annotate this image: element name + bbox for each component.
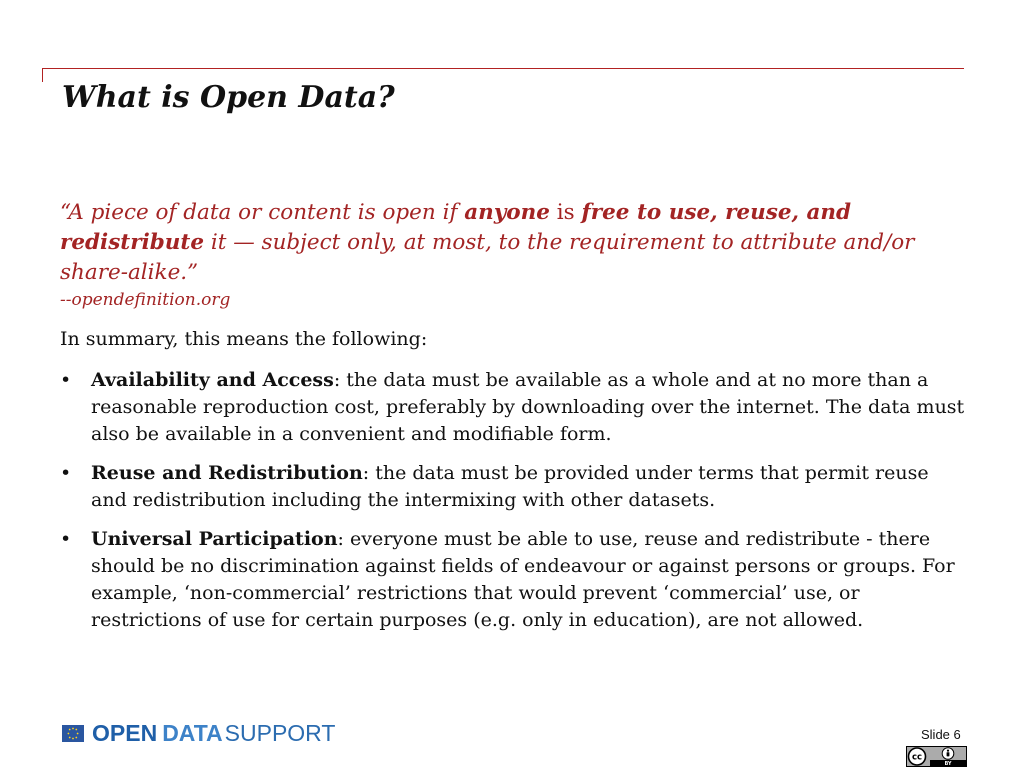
bullet-marker: • <box>60 369 72 391</box>
bullet-marker: • <box>60 462 72 484</box>
svg-text:cc: cc <box>911 752 923 763</box>
definition-quote <box>60 198 960 288</box>
list-item <box>60 460 970 514</box>
svg-text:BY: BY <box>944 762 952 767</box>
eu-flag-icon <box>62 725 84 742</box>
bullet-text: : the data must be available as a whole and at no more than a reasonable reproduction cost, preferably by downloading over the internet. The data must also be available in a convenient and modifiable form. <box>91 369 965 445</box>
slide-number: Slide 6 <box>921 727 961 742</box>
quote-text-is: is <box>549 200 582 225</box>
logo-word-data: DATA <box>162 719 223 746</box>
title-rule-tick <box>42 68 43 82</box>
bullet-term: Universal Participation <box>91 528 338 550</box>
quote-emphasis-anyone: anyone <box>464 200 550 225</box>
slide-title: What is Open Data? <box>62 80 395 115</box>
quote-text-end: it — subject only, at most, to the requirement to attribute and/or share-alike.” <box>60 230 915 285</box>
bullet-term: Reuse and Redistribution <box>91 462 363 484</box>
logo-word-support: SUPPORT <box>224 719 336 746</box>
bullet-text: : everyone must be able to use, reuse and redistribute - there should be no discrimination against fields of endeavour or against persons or groups. For example, ‘non-commercial’ restrictions that would prevent ‘commercial’ use, or restrictions of use for certain purposes (e.g. only in education), are not allowed. <box>91 528 955 631</box>
bullet-term: Availability and Access <box>91 369 334 391</box>
list-item <box>60 367 970 448</box>
principles-list <box>60 367 970 646</box>
logo-word-open: OPEN <box>92 719 158 746</box>
quote-text-start: “A piece of data or content is open if <box>60 200 465 225</box>
list-item <box>60 526 970 634</box>
open-data-support-logo <box>62 718 335 748</box>
bullet-text: : the data must be provided under terms that permit reuse and redistribution including the intermixing with other datasets. <box>91 462 929 511</box>
quote-source: --opendefinition.org <box>60 290 231 310</box>
quote-emphasis-freedoms: free to use, reuse, and redistribute <box>60 200 852 255</box>
summary-intro: In summary, this means the following: <box>60 328 428 350</box>
bullet-marker: • <box>60 528 72 550</box>
cc-by-icon <box>906 746 967 767</box>
title-rule <box>42 68 964 69</box>
